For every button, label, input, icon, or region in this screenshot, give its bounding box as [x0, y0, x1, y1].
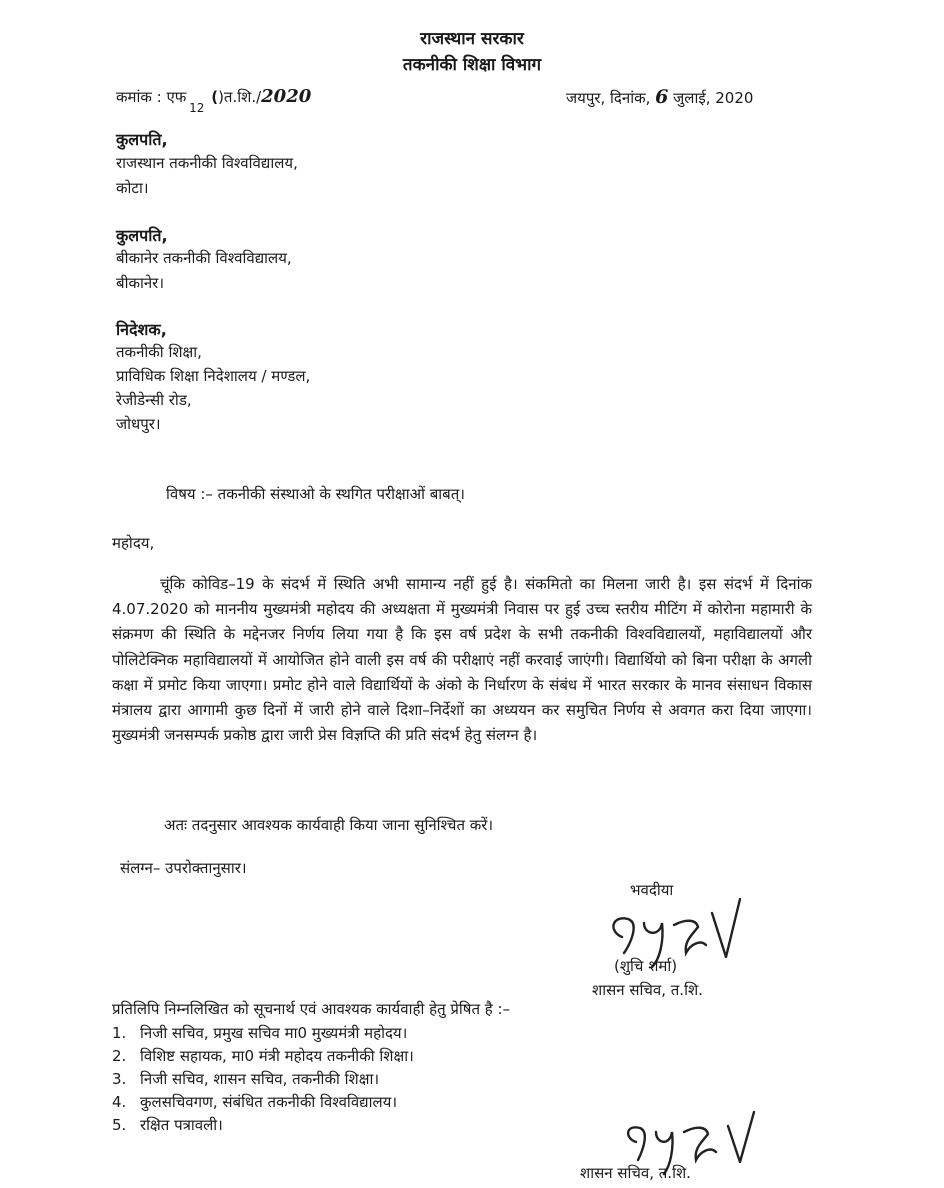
addressee-3-line-1: तकनीकी शिक्षा,: [116, 343, 202, 361]
header-government: राजस्थान सरकार: [420, 29, 524, 49]
addressee-1-line-1: राजस्थान तकनीकी विश्वविद्यालय,: [116, 154, 298, 172]
reference-suffix: )त.शि./: [218, 88, 262, 106]
copy-to-intro: प्रतिलिपि निम्नलिखित को सूचनार्थ एवं आवश्यक कार्यवाही हेतु प्रेषित है :–: [112, 1000, 511, 1018]
reference-handwritten-number: 12: [189, 101, 205, 115]
addressee-3-line-4: जोधपुर।: [116, 415, 161, 433]
salutation: महोदय,: [112, 534, 155, 552]
list-item: 1. निजी सचिव, प्रमुख सचिव मा0 मुख्यमंत्री महोदय।: [112, 1024, 408, 1042]
dateline: [566, 86, 753, 108]
list-item: 4. कुलसचिवगण, संबंधित तकनीकी विश्वविद्यालय।: [112, 1093, 398, 1111]
header-department: तकनीकी शिक्षा विभाग: [402, 55, 542, 75]
addressee-3-line-3: रेजीडेन्सी रोड,: [116, 391, 192, 409]
final-designation: शासन सचिव, त.शि.: [580, 1164, 691, 1182]
reference-handwritten-year: 2020: [261, 86, 312, 107]
list-item: 2. विशिष्ट सहायक, मा0 मंत्री महोदय तकनीकी शिक्षा।: [112, 1047, 414, 1065]
addressee-1-title: कुलपति,: [116, 130, 168, 149]
addressee-2-line-2: बीकानेर।: [116, 274, 165, 292]
addressee-2-line-1: बीकानेर तकनीकी विश्वविद्यालय,: [116, 249, 292, 267]
dateline-suffix: जुलाई, 2020: [673, 89, 754, 107]
addressee-3-title: निदेशक,: [116, 320, 167, 339]
closing-bhavdiya: भवदीया: [630, 881, 674, 899]
reference-label: कमांक : एफ: [116, 88, 187, 106]
list-item: 5. रक्षित पत्रावली।: [112, 1116, 223, 1134]
copy-to-list: [112, 1022, 414, 1137]
list-item: 3. निजी सचिव, शासन सचिव, तकनीकी शिक्षा।: [112, 1070, 380, 1088]
subject-line: विषय :– तकनीकी संस्थाओ के स्थगित परीक्षाओं बाबत्।: [166, 485, 465, 503]
signatory-designation: शासन सचिव, त.शि.: [592, 981, 703, 999]
addressee-3-line-2: प्राविधिक शिक्षा निदेशालय / मण्डल,: [116, 367, 311, 385]
addressee-2-title: कुलपति,: [116, 226, 168, 245]
enclosure-line: संलग्न– उपरोक्तानुसार।: [120, 859, 247, 877]
dateline-prefix: जयपुर, दिनांक,: [566, 89, 651, 107]
dateline-handwritten-day: 6: [655, 86, 669, 108]
signatory-name: (शुचि शर्मा): [614, 957, 678, 975]
addressee-1-line-2: कोटा।: [116, 179, 149, 197]
instruction-line: अतः तदनुसार आवश्यक कार्यवाही किया जाना सुनिश्चित करें।: [164, 816, 494, 834]
body-paragraph: चूंकि कोविड–19 के संदर्भ में स्थिति अभी सामान्य नहीं हुई है। संकमितो का मिलना जारी है। इस संदर्भ में दिनांक 4.07.2020 को माननीय मुख्यमंत्री महोदय की अध्यक्षता में मुख्यमंत्री निवास पर हुई उच्च स्तरीय मीटिंग में कोरोना महामारी के संक्रमण की स्थिति के मद्देनजर निर्णय लिया गया है कि इस वर्ष प्रदेश के सभी तकनीकी विश्वविद्यालयों, महाविद्यालयों और पोलिटेक्निक महाविद्यालयों में आयोजित होने वाली इस वर्ष की परीक्षाएं नहीं करवाई जाएंगी। विद्यार्थियो को बिना परीक्षा के अगली कक्षा में प्रमोट किया जाएगा। प्रमोट होने वाले विद्यार्थियों के अंको के निर्धारण के संबंध में भारत सरकार के मानव संसाधन विकास मंत्रालय द्वारा आगामी कुछ दिनों में जारी होने वाले दिशा–निर्देशों का अध्ययन कर समुचित निर्णय से अवगत करा दिया जाएगा। मुख्यमंत्री जनसम्पर्क प्रकोष्ठ द्वारा जारी प्रेस विज्ञप्ति की प्रति संदर्भ हेतु संलग्न है।: [112, 575, 812, 745]
reference-number: कमांक : एफ $_{12}$ ()त.शि./2020: [116, 86, 312, 115]
